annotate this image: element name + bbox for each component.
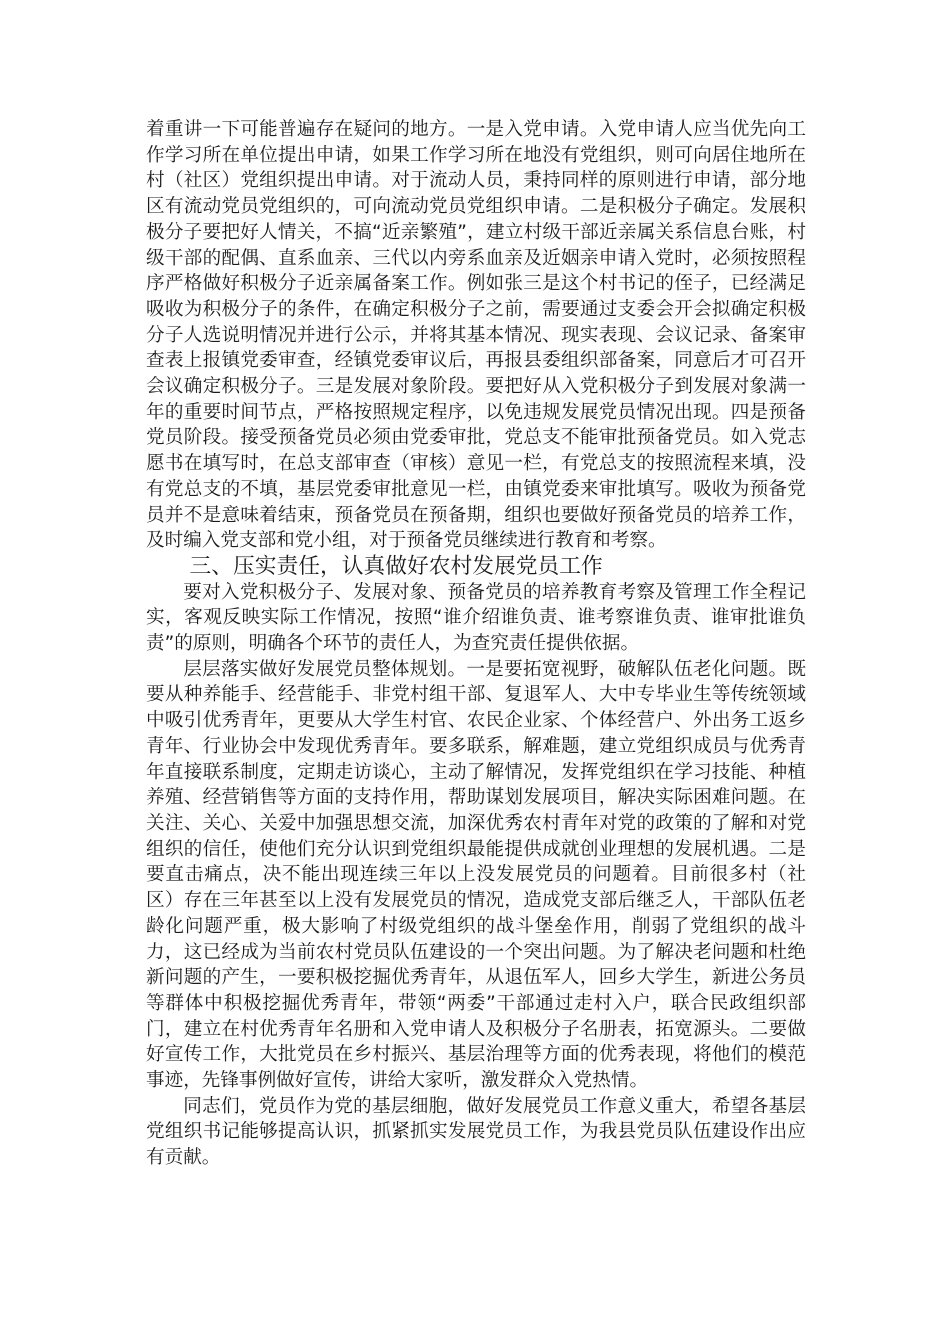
paragraph-responsibility: 要对入党积极分子、发展对象、预备党员的培养教育考察及管理工作全程记实，客观反映实际工作情况，按照“谁介绍谁负责、谁考察谁负责、谁审批谁负责”的原则，明确各个环节的责任人，为查究责任提供依据。	[146, 581, 806, 655]
paragraph-closing: 同志们，党员作为党的基层细胞，做好发展党员工作意义重大，希望各基层党组织书记能够提高认识，抓紧抓实发展党员工作，为我县党员队伍建设作出应有贡献。	[146, 1095, 806, 1169]
paragraph-continuation: 着重讲一下可能普遍存在疑问的地方。一是入党申请。入党申请人应当优先向工作学习所在单位提出申请，如果工作学习所在地没有党组织，则可向居住地所在村（社区）党组织提出申请。对于流动人员，秉持同样的原则进行申请，部分地区有流动党员党组织的，可向流动党员党组织申请。二是积极分子确定。发展积极分子要把好人情关，不搞“近亲繁殖”，建立村级干部近亲属关系信息台账，村级干部的配偶、直系血亲、三代以内旁系血亲及近姻亲申请入党时，必须按照程序严格做好积极分子近亲属备案工作。例如张三是这个村书记的侄子，已经满足吸收为积极分子的条件，在确定积极分子之前，需要通过支委会开会拟确定积极分子人选说明情况并进行公示，并将其基本情况、现实表现、会议记录、备案审查表上报镇党委审查，经镇党委审议后，再报县委组织部备案，同意后才可召开会议确定积极分子。三是发展对象阶段。要把好从入党积极分子到发展对象满一年的重要时间节点，严格按照规定程序，以免违规发展党员情况出现。四是预备党员阶段。接受预备党员必须由党委审批，党总支不能审批预备党员。如入党志愿书在填写时，在总支部审查（审核）意见一栏，有党总支的按照流程来填，没有党总支的不填，基层党委审批意见一栏，由镇党委来审批填写。吸收为预备党员并不是意味着结束，预备党员在预备期，组织也要做好预备党员的培养工作，及时编入党支部和党小组，对于预备党员继续进行教育和考察。	[146, 119, 806, 552]
section-heading: 三、压实责任，认真做好农村发展党员工作	[189, 553, 603, 579]
document-body	[146, 117, 806, 1171]
paragraph-planning: 层层落实做好发展党员整体规划。一是要拓宽视野，破解队伍老化问题。既要从种养能手、经营能手、非党村组干部、复退军人、大中专毕业生等传统领域中吸引优秀青年，更要从大学生村官、农民企业家、个体经营户、外出务工返乡青年、行业协会中发现优秀青年。要多联系，解难题，建立党组织成员与优秀青年直接联系制度，定期走访谈心，主动了解情况，发挥党组织在学习技能、种植养殖、经营销售等方面的支持作用，帮助谋划发展项目，解决实际困难问题。在关注、关心、关爱中加强思想交流，加深优秀农村青年对党的政策的了解和对党组织的信任，使他们充分认识到党组织最能提供成就创业理想的发展机遇。二是要直击痛点，决不能出现连续三年以上没发展党员的问题着。目前很多村（社区）存在三年甚至以上没有发展党员的情况，造成党支部后继乏人，干部队伍老龄化问题严重，极大影响了村级党组织的战斗堡垒作用，削弱了党组织的战斗力，这已经成为当前农村党员队伍建设的一个突出问题。为了解决老问题和杜绝新问题的产生，一要积极挖掘优秀青年，从退伍军人，回乡大学生，新进公务员等群体中积极挖掘优秀青年，带领“两委”干部通过走村入户，联合民政组织部门，建立在村优秀青年名册和入党申请人及积极分子名册表，拓宽源头。二要做好宣传工作，大批党员在乡村振兴、基层治理等方面的优秀表现，将他们的模范事迹，先锋事例做好宣传，讲给大家听，激发群众入党热情。	[146, 658, 806, 1092]
